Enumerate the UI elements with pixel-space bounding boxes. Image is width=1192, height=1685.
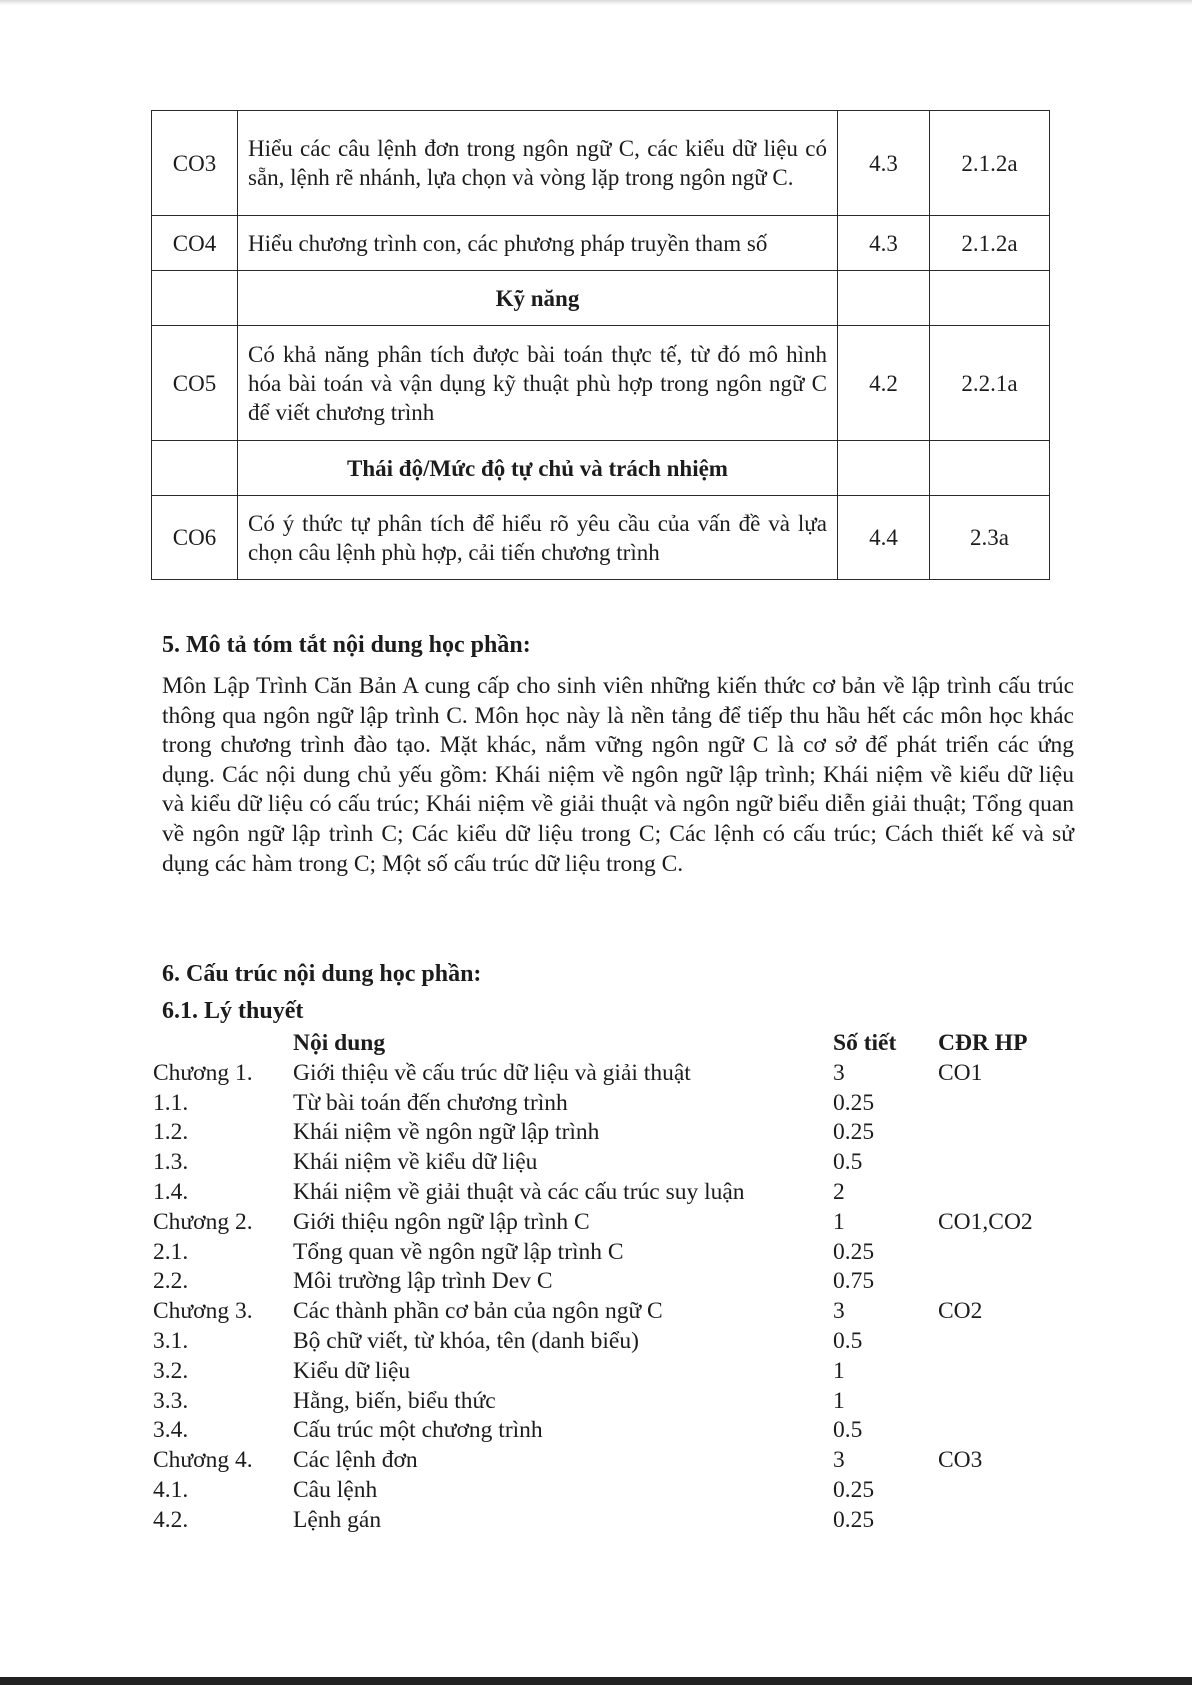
row-content: Bộ chữ viết, từ khóa, tên (danh biểu) <box>293 1327 639 1354</box>
row-index: Chương 2. <box>153 1208 253 1235</box>
header-periods: Số tiết <box>833 1030 897 1056</box>
row-index: 1.4. <box>153 1178 189 1205</box>
outcome-plo: 4.3 <box>838 216 930 271</box>
row-index: Chương 3. <box>153 1298 253 1325</box>
row-content: Các thành phần cơ bản của ngôn ngữ C <box>293 1298 663 1325</box>
row-outcomes: CO1 <box>938 1059 983 1086</box>
row-outcomes <box>938 1327 1073 1357</box>
attitude-heading: Thái độ/Mức độ tự chủ và trách nhiệm <box>238 441 838 496</box>
scan-bottom-edge <box>0 1677 1192 1685</box>
outcome-mapping: 2.3a <box>930 496 1050 580</box>
row-outcomes <box>938 1089 1073 1119</box>
outcome-description: Hiểu các câu lệnh đơn trong ngôn ngữ C, các kiểu dữ liệu có sẵn, lệnh rẽ nhánh, lựa chọn và vòng lặp trong ngôn ngữ C. <box>238 111 838 216</box>
row-periods: 0.25 <box>833 1506 875 1533</box>
header-index-spacer <box>153 1029 293 1059</box>
row-periods: 0.25 <box>833 1238 875 1265</box>
table-row <box>152 496 1050 580</box>
outcome-code: CO4 <box>152 216 238 271</box>
row-content: Khái niệm về giải thuật và các cấu trúc suy luận <box>293 1178 745 1205</box>
row-index: 2.2. <box>153 1268 189 1295</box>
row-periods: 0.25 <box>833 1119 875 1146</box>
empty-cell <box>152 441 238 496</box>
scan-top-edge <box>0 0 1192 5</box>
row-content: Hằng, biến, biểu thức <box>293 1387 496 1414</box>
list-item <box>153 1357 1073 1387</box>
row-periods: 0.75 <box>833 1268 875 1295</box>
row-periods: 3 <box>833 1298 845 1325</box>
header-outcomes: CĐR HP <box>938 1030 1028 1056</box>
row-content: Từ bài toán đến chương trình <box>293 1089 568 1116</box>
row-content: Khái niệm về kiểu dữ liệu <box>293 1149 538 1176</box>
list-item <box>153 1327 1073 1357</box>
section-6-title: 6. Cấu trúc nội dung học phần: <box>162 961 482 987</box>
course-outcome-table <box>151 110 1050 580</box>
row-content: Câu lệnh <box>293 1476 378 1503</box>
row-outcomes <box>938 1118 1073 1148</box>
row-periods: 0.5 <box>833 1327 863 1354</box>
row-outcomes <box>938 1357 1073 1387</box>
row-outcomes: CO3 <box>938 1447 983 1474</box>
empty-cell <box>930 271 1050 326</box>
row-periods: 0.5 <box>833 1149 863 1176</box>
row-content: Giới thiệu ngôn ngữ lập trình C <box>293 1208 590 1235</box>
section-5-body: Môn Lập Trình Căn Bản A cung cấp cho sinh viên những kiến thức cơ bản về lập trình cấu trúc thông qua ngôn ngữ lập trình C. Môn học này là nền tảng để tiếp thu hầu hết các môn học khác trong chương trình đào tạo. Mặt khác, nắm vững ngôn ngữ C là cơ sở để phát triển các ứng dụng. Các nội dung chủ yếu gồm: Khái niệm về ngôn ngữ lập trình; Khái niệm về kiểu dữ liệu và kiểu dữ liệu có cấu trúc; Khái niệm về giải thuật và ngôn ngữ biểu diễn giải thuật; Tổng quan về ngôn ngữ lập trình C; Các kiểu dữ liệu trong C; Các lệnh có cấu trúc; Cách thiết kế và sử dụng các hàm trong C; Một số cấu trúc dữ liệu trong C. <box>162 673 1074 877</box>
row-index: Chương 4. <box>153 1447 253 1474</box>
list-item <box>153 1416 1073 1446</box>
outcome-plo: 4.2 <box>838 326 930 441</box>
row-outcomes <box>938 1267 1073 1297</box>
outcome-code: CO6 <box>152 496 238 580</box>
empty-cell <box>838 441 930 496</box>
row-periods: 3 <box>833 1059 845 1086</box>
row-outcomes: CO1,CO2 <box>938 1208 1033 1235</box>
list-item <box>153 1446 1073 1476</box>
row-outcomes <box>938 1148 1073 1178</box>
row-outcomes <box>938 1238 1073 1268</box>
row-content: Lệnh gán <box>293 1506 382 1533</box>
row-content: Giới thiệu về cấu trúc dữ liệu và giải thuật <box>293 1059 691 1086</box>
theory-content-list <box>153 1029 1073 1536</box>
table-row <box>152 326 1050 441</box>
row-periods: 0.25 <box>833 1089 875 1116</box>
row-content: Các lệnh đơn <box>293 1447 418 1474</box>
row-periods: 2 <box>833 1178 845 1205</box>
row-periods: 0.25 <box>833 1476 875 1503</box>
row-content: Cấu trúc một chương trình <box>293 1417 543 1444</box>
row-content: Môi trường lập trình Dev C <box>293 1268 553 1295</box>
list-item <box>153 1089 1073 1119</box>
row-outcomes <box>938 1416 1073 1446</box>
outcome-plo: 4.4 <box>838 496 930 580</box>
skills-heading: Kỹ năng <box>238 271 838 326</box>
content-rows <box>153 1059 1073 1536</box>
list-item <box>153 1297 1073 1327</box>
row-index: 3.4. <box>153 1417 189 1444</box>
table-heading-row <box>152 271 1050 326</box>
row-index: 1.1. <box>153 1089 189 1116</box>
row-index: 4.1. <box>153 1476 189 1503</box>
row-index: 2.1. <box>153 1238 189 1265</box>
row-content: Tổng quan về ngôn ngữ lập trình C <box>293 1238 624 1265</box>
row-index: 1.3. <box>153 1149 189 1176</box>
section-5-title: 5. Mô tả tóm tắt nội dung học phần: <box>162 632 531 658</box>
list-item <box>153 1506 1073 1536</box>
table-heading-row <box>152 441 1050 496</box>
outcome-description: Hiểu chương trình con, các phương pháp truyền tham số <box>238 216 838 271</box>
list-item <box>153 1387 1073 1417</box>
row-index: 1.2. <box>153 1119 189 1146</box>
row-periods: 1 <box>833 1357 845 1384</box>
list-item <box>153 1476 1073 1506</box>
list-item <box>153 1267 1073 1297</box>
outcome-mapping: 2.1.2a <box>930 111 1050 216</box>
outcome-code: CO3 <box>152 111 238 216</box>
row-periods: 1 <box>833 1208 845 1235</box>
row-content: Kiểu dữ liệu <box>293 1357 411 1384</box>
table-row <box>152 111 1050 216</box>
row-outcomes <box>938 1178 1073 1208</box>
row-periods: 3 <box>833 1447 845 1474</box>
list-item <box>153 1238 1073 1268</box>
row-index: 3.3. <box>153 1387 189 1414</box>
outcome-code: CO5 <box>152 326 238 441</box>
row-periods: 1 <box>833 1387 845 1414</box>
outcome-mapping: 2.2.1a <box>930 326 1050 441</box>
outcome-mapping: 2.1.2a <box>930 216 1050 271</box>
row-index: 4.2. <box>153 1506 189 1533</box>
outcome-plo: 4.3 <box>838 111 930 216</box>
list-item <box>153 1208 1073 1238</box>
row-index: 3.2. <box>153 1357 189 1384</box>
row-content: Khái niệm về ngôn ngữ lập trình <box>293 1119 600 1146</box>
row-index: 3.1. <box>153 1327 189 1354</box>
row-outcomes <box>938 1387 1073 1417</box>
list-item <box>153 1178 1073 1208</box>
row-outcomes <box>938 1506 1073 1536</box>
section-6-1-title: 6.1. Lý thuyết <box>162 998 304 1024</box>
empty-cell <box>152 271 238 326</box>
row-outcomes <box>938 1476 1073 1506</box>
header-content: Nội dung <box>293 1030 386 1056</box>
content-list-header <box>153 1029 1073 1059</box>
empty-cell <box>930 441 1050 496</box>
row-index: Chương 1. <box>153 1059 253 1086</box>
table-row <box>152 216 1050 271</box>
list-item <box>153 1059 1073 1089</box>
list-item <box>153 1148 1073 1178</box>
list-item <box>153 1118 1073 1148</box>
row-outcomes: CO2 <box>938 1298 983 1325</box>
row-periods: 0.5 <box>833 1417 863 1444</box>
outcome-description: Có ý thức tự phân tích để hiểu rõ yêu cầu của vấn đề và lựa chọn câu lệnh phù hợp, cải tiến chương trình <box>238 496 838 580</box>
outcome-description: Có khả năng phân tích được bài toán thực tế, từ đó mô hình hóa bài toán và vận dụng kỹ thuật phù hợp trong ngôn ngữ C để viết chương trình <box>238 326 838 441</box>
empty-cell <box>838 271 930 326</box>
